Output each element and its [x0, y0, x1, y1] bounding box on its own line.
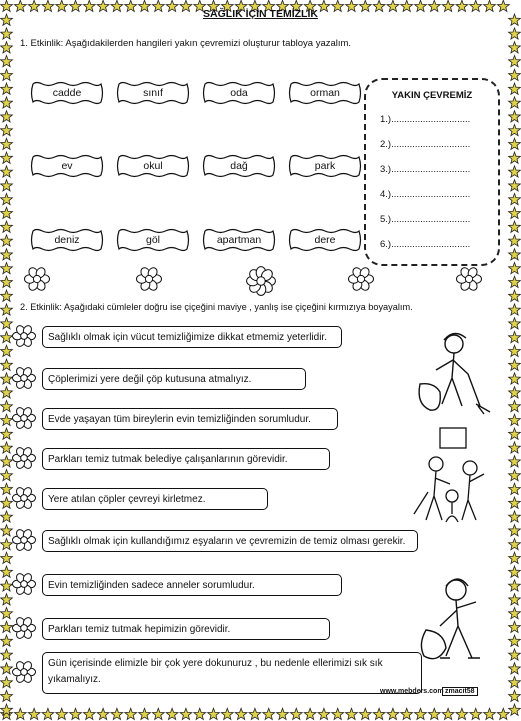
border-star: [277, 708, 289, 719]
answer-flower-icon[interactable]: [12, 324, 36, 353]
border-star: [509, 511, 521, 522]
answer-flower-icon[interactable]: [12, 406, 36, 435]
decorative-flower-icon: [24, 266, 50, 297]
border-star: [180, 708, 192, 719]
border-star: [1, 332, 13, 343]
border-star: [139, 708, 151, 719]
border-star: [1, 442, 13, 453]
border-star: [509, 332, 521, 343]
border-star: [221, 708, 233, 719]
border-star: [1, 373, 13, 384]
border-star: [509, 552, 521, 563]
border-star: [509, 690, 521, 701]
page-title: SAĞLIK İÇİN TEMİZLİK: [203, 8, 318, 20]
border-star: [373, 708, 385, 719]
word-card: [116, 81, 190, 105]
border-star: [509, 125, 521, 136]
border-star: [1, 497, 13, 508]
border-star: [509, 276, 521, 287]
border-star: [509, 704, 521, 715]
border-star: [509, 345, 521, 356]
border-star: [509, 373, 521, 384]
border-star: [401, 708, 413, 719]
border-star: [1, 677, 13, 688]
border-star: [1, 263, 13, 274]
sentence-text: Sağlıklı olmak için vücut temizliğimize dikkat etmemiz yeterlidir.: [42, 326, 342, 348]
word-card: [202, 228, 276, 252]
border-star: [1, 194, 13, 205]
border-star: [304, 708, 316, 719]
answer-flower-icon[interactable]: [12, 616, 36, 645]
word-card: [202, 81, 276, 105]
border-star: [318, 708, 330, 719]
border-star: [56, 708, 68, 719]
border-star: [1, 56, 13, 67]
answer-line-4[interactable]: 4.)..............................: [380, 189, 471, 200]
activity2-instruction: 2. Etkinlik: Aşağıdaki cümleler doğru ise çiçeğini maviye , yanlış ise çiçeğini kırmızıya boyayalım.: [20, 302, 413, 312]
word-card: [30, 81, 104, 105]
sentence-text: Parkları temiz tutmak belediye çalışanlarının görevidir.: [42, 448, 330, 470]
border-star: [509, 359, 521, 370]
border-star: [208, 708, 220, 719]
border-star: [1, 401, 13, 412]
border-star: [1, 635, 13, 646]
border-star: [1, 414, 13, 425]
border-star: [509, 594, 521, 605]
decorative-flower-icon: [136, 266, 162, 297]
border-star: [290, 708, 302, 719]
word-label: apartman: [216, 234, 262, 246]
border-star: [509, 414, 521, 425]
border-star: [28, 708, 40, 719]
sentence-text: Gün içerisinde elimizle bir çok yere dokunuruz , bu nedenle ellerimizi sık sık yıkamalıyız.: [42, 652, 422, 694]
border-star: [509, 235, 521, 246]
word-label: dere: [314, 234, 336, 246]
border-star: [428, 708, 440, 719]
word-card: [288, 81, 362, 105]
border-star: [509, 263, 521, 274]
footer-site: www.mebders.com: [380, 688, 444, 695]
border-star: [1, 470, 13, 481]
answer-line-5[interactable]: 5.)..............................: [380, 214, 471, 225]
border-star: [359, 708, 371, 719]
border-star: [1, 207, 13, 218]
word-card: [202, 154, 276, 178]
border-star: [83, 708, 95, 719]
word-card: [116, 228, 190, 252]
family-cleaning-illustration: [406, 422, 502, 526]
border-star: [1, 580, 13, 591]
word-card: [288, 154, 362, 178]
border-star: [97, 708, 109, 719]
answer-flower-icon[interactable]: [12, 572, 36, 601]
border-star: [470, 708, 482, 719]
border-star: [249, 708, 261, 719]
border-star: [1, 387, 13, 398]
border-star: [1, 97, 13, 108]
border-star: [1, 663, 13, 674]
answer-line-1[interactable]: 1.)..............................: [380, 114, 471, 125]
yakin-cevremiz-title: YAKIN ÇEVREMİZ: [391, 90, 473, 101]
border-star: [509, 456, 521, 467]
border-star: [166, 708, 178, 719]
border-star: [1, 221, 13, 232]
border-star: [1, 111, 13, 122]
border-star: [509, 470, 521, 481]
child-cleaning-illustration: [406, 326, 502, 418]
border-star: [263, 708, 275, 719]
border-star: [509, 249, 521, 260]
answer-flower-icon[interactable]: [12, 660, 36, 689]
border-star: [509, 56, 521, 67]
border-star: [111, 708, 123, 719]
border-star: [509, 497, 521, 508]
border-star: [509, 608, 521, 619]
footer-badge: zmacit58: [442, 687, 478, 696]
border-star: [509, 428, 521, 439]
border-star: [1, 690, 13, 701]
border-star: [1, 566, 13, 577]
decorative-flower-icon: [348, 266, 374, 297]
border-star: [1, 83, 13, 94]
border-star: [509, 566, 521, 577]
word-label: dağ: [230, 160, 248, 172]
word-card: [30, 228, 104, 252]
border-star: [509, 539, 521, 550]
border-star: [509, 42, 521, 53]
border-star: [152, 708, 164, 719]
word-label: deniz: [54, 234, 80, 246]
border-star: [509, 97, 521, 108]
answer-line-6[interactable]: 6.)..............................: [380, 239, 471, 250]
border-star: [1, 249, 13, 260]
sentence-text: Parkları temiz tutmak hepimizin görevidir.: [42, 618, 330, 640]
border-star: [1, 14, 13, 25]
border-star: [509, 290, 521, 301]
border-star: [1, 539, 13, 550]
border-star: [1, 608, 13, 619]
border-star: [509, 304, 521, 315]
border-star: [509, 663, 521, 674]
border-star: [1, 166, 13, 177]
word-label: orman: [310, 87, 340, 99]
word-label: okul: [143, 160, 163, 172]
word-card: [288, 228, 362, 252]
border-star: [509, 152, 521, 163]
word-label: oda: [230, 87, 248, 99]
border-star: [1, 276, 13, 287]
border-star: [509, 14, 521, 25]
border-star: [497, 708, 509, 719]
border-star: [1, 318, 13, 329]
answer-line-3[interactable]: 3.)..............................: [380, 164, 471, 175]
word-label: göl: [145, 234, 160, 246]
decorative-flower-icon: [246, 266, 276, 301]
sentence-text: Yere atılan çöpler çevreyi kirletmez.: [42, 488, 268, 510]
answer-flower-icon[interactable]: [12, 486, 36, 515]
border-star: [1, 180, 13, 191]
border-star: [1, 649, 13, 660]
border-star: [456, 708, 468, 719]
border-star: [1, 235, 13, 246]
sentence-text: Evde yaşayan tüm bireylerin evin temizliğinden sorumludur.: [42, 408, 338, 430]
word-label: park: [314, 160, 336, 172]
border-star: [509, 401, 521, 412]
border-star: [509, 180, 521, 191]
border-star: [415, 708, 427, 719]
yakin-cevremiz-box: [364, 78, 500, 266]
border-star: [1, 456, 13, 467]
decorative-flower-icon: [456, 266, 482, 297]
border-star: [1, 304, 13, 315]
border-star: [1, 28, 13, 39]
border-star: [509, 483, 521, 494]
border-star: [509, 580, 521, 591]
border-star: [1, 525, 13, 536]
border-star: [509, 621, 521, 632]
border-star: [235, 708, 247, 719]
border-star: [509, 677, 521, 688]
border-star: [1, 552, 13, 563]
border-star: [1, 42, 13, 53]
border-star: [1, 428, 13, 439]
border-star: [509, 442, 521, 453]
answer-line-2[interactable]: 2.)..............................: [380, 139, 471, 150]
border-star: [509, 318, 521, 329]
border-star: [484, 708, 496, 719]
border-star: [509, 111, 521, 122]
activity1-instruction: 1. Etkinlik: Aşağıdakilerden hangileri yakın çevremizi oluşturur tabloya yazalım.: [20, 38, 352, 49]
border-star: [1, 359, 13, 370]
border-star: [1, 290, 13, 301]
word-card: [116, 154, 190, 178]
border-star: [125, 708, 137, 719]
word-label: cadde: [52, 87, 82, 99]
word-card: [30, 154, 104, 178]
border-star: [194, 708, 206, 719]
border-star: [346, 708, 358, 719]
worksheet: [14, 8, 507, 707]
sentence-text: Sağlıklı olmak için kullandığımız eşyaların ve çevremizin de temiz olması gerekir.: [42, 530, 418, 552]
border-star: [14, 708, 26, 719]
border-star: [387, 708, 399, 719]
answer-flower-icon[interactable]: [12, 528, 36, 557]
border-star: [1, 511, 13, 522]
border-star: [509, 194, 521, 205]
border-star: [1, 138, 13, 149]
word-label: sınıf: [143, 87, 163, 99]
border-star: [42, 708, 54, 719]
border-star: [332, 708, 344, 719]
border-star: [509, 387, 521, 398]
border-star: [509, 649, 521, 660]
border-star: [509, 635, 521, 646]
border-star: [1, 594, 13, 605]
sentence-text: Evin temizliğinden sadece anneler sorumludur.: [42, 574, 342, 596]
border-star: [509, 525, 521, 536]
border-star: [1, 483, 13, 494]
border-star: [509, 166, 521, 177]
answer-flower-icon[interactable]: [12, 446, 36, 475]
border-star: [1, 125, 13, 136]
word-label: ev: [61, 160, 73, 172]
border-star: [1, 345, 13, 356]
border-star: [1, 0, 13, 11]
border-star: [509, 28, 521, 39]
boy-trash-illustration: [406, 574, 502, 666]
border-star: [1, 69, 13, 80]
border-star: [1, 621, 13, 632]
border-star: [509, 221, 521, 232]
border-star: [509, 207, 521, 218]
border-star: [70, 708, 82, 719]
sentence-text: Çöplerimizi yere değil çöp kutusuna atmalıyız.: [42, 368, 306, 390]
answer-flower-icon[interactable]: [12, 366, 36, 395]
border-star: [509, 138, 521, 149]
border-star: [1, 152, 13, 163]
border-star: [509, 83, 521, 94]
border-star: [509, 69, 521, 80]
border-star: [442, 708, 454, 719]
